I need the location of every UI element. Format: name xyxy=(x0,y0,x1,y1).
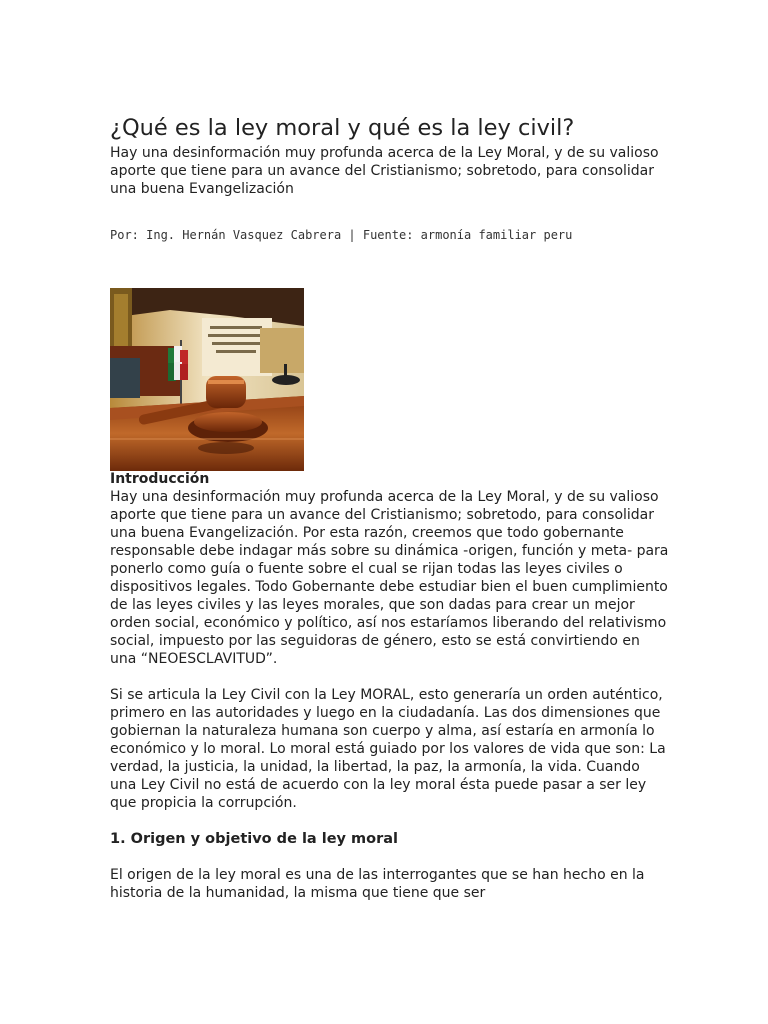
article-byline: Por: Ing. Hernán Vasquez Cabrera | Fuente: armonía familiar peru xyxy=(110,228,573,242)
article xyxy=(110,112,670,901)
intro-paragraph: Hay una desinformación muy profunda acerca de la Ley Moral, y de su valioso aporte que tiene para un avance del Cristianismo; sobretodo, para consolidar una buena Evangelización. Por esta razón, creemos que todo gobernante responsable debe indagar más sobre su dinámica -origen, función y meta- para ponerlo como guía o fuente sobre el cual se rijan todas las leyes civiles o dispositivos legales. Todo Gobernante debe estudiar bien el buen cumplimiento de las leyes civiles y las leyes morales, que son dadas para crear un mejor orden social, económico y político, así nos estaríamos liberando del relativismo social, impuesto por las seguidoras de género, esto se está convirtiendo en una “NEOESCLAVITUD”. xyxy=(110,489,669,667)
article-title: ¿Qué es la ley moral y qué es la ley civil? xyxy=(110,115,575,141)
paragraph-2: Si se articula la Ley Civil con la Ley MORAL, esto generaría un orden auténtico, primero en las autoridades y luego en la ciudadanía. Las dos dimensiones que gobiernan la naturaleza humana son cuerpo y alma, así estaría en armonía lo económico y lo moral. Lo moral está guiado por los valores de vida que son: La verdad, la justicia, la unidad, la libertad, la paz, la armonía, la vida. Cuando una Ley Civil no está de acuerdo con la ley moral ésta puede pasar a ser ley que propicia la corrupción. xyxy=(110,687,666,811)
section-1-paragraph: El origen de la ley moral es una de las interrogantes que se han hecho en la historia de la humanidad, la misma que tiene que ser xyxy=(110,867,645,901)
intro-heading: Introducción xyxy=(110,471,210,487)
article-lede: Hay una desinformación muy profunda acerca de la Ley Moral, y de su valioso aporte que tiene para un avance del Cristianismo; sobretodo, para consolidar una buena Evangelización xyxy=(110,145,659,197)
section-1-heading: 1. Origen y objetivo de la ley moral xyxy=(110,831,399,847)
courtroom-gavel-photo xyxy=(110,288,304,471)
courtroom-gavel-illustration xyxy=(110,288,304,471)
article-body xyxy=(110,470,670,902)
